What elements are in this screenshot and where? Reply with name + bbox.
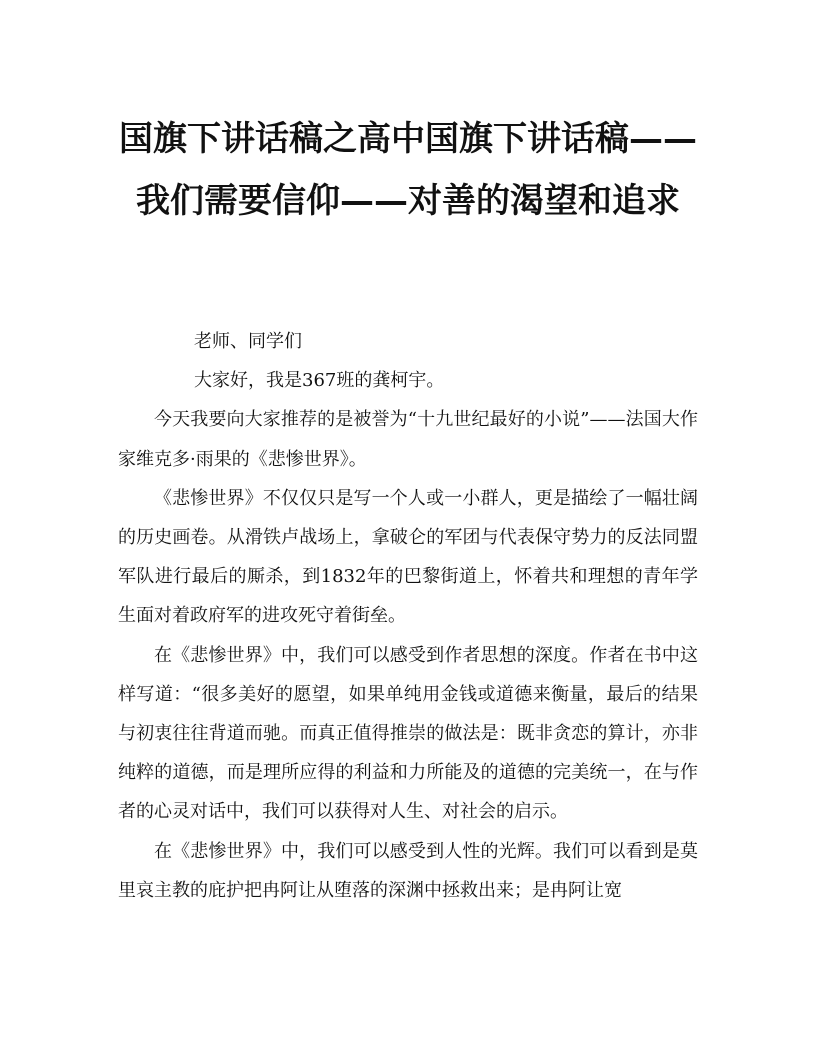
historical-scope-paragraph: 《悲惨世界》不仅仅只是写一个人或一小群人，更是描绘了一幅壮阔的历史画卷。从滑铁卢战场上，拿破仑的军团与代表保守势力的反法同盟军队进行最后的厮杀，到1832年的巴黎街道上，怀着共和理想的青年学生面对着政府军的进攻死守着街垒。 [118, 487, 698, 627]
humanity-paragraph: 在《悲惨世界》中，我们可以感受到人性的光辉。我们可以看到是莫里哀主教的庇护把冉阿让从堕落的深渊中拯救出来；是冉阿让宽 [118, 840, 698, 901]
self-introduction-paragraph: 大家好，我是367班的龚柯宇。 [194, 370, 445, 392]
document-body [118, 322, 698, 910]
document-title: 国旗下讲话稿之高中国旗下讲话稿——我们需要信仰——对善的渴望和追求 [119, 119, 697, 221]
book-recommendation-paragraph: 今天我要向大家推荐的是被誉为“十九世纪最好的小说”——法国大作家维克多·雨果的《悲惨世界》。 [118, 409, 698, 470]
author-thought-paragraph: 在《悲惨世界》中，我们可以感受到作者思想的深度。作者在书中这样写道：“很多美好的愿望，如果单纯用金钱或道德来衡量，最后的结果与初衷往往背道而驰。而真正值得推崇的做法是：既非贪恋的算计，亦非纯粹的道德，而是理所应得的利益和力所能及的道德的完美统一，在与作者的心灵对话中，我们可以获得对人生、对社会的启示。 [118, 644, 698, 823]
greeting-paragraph: 老师、同学们 [194, 331, 302, 352]
